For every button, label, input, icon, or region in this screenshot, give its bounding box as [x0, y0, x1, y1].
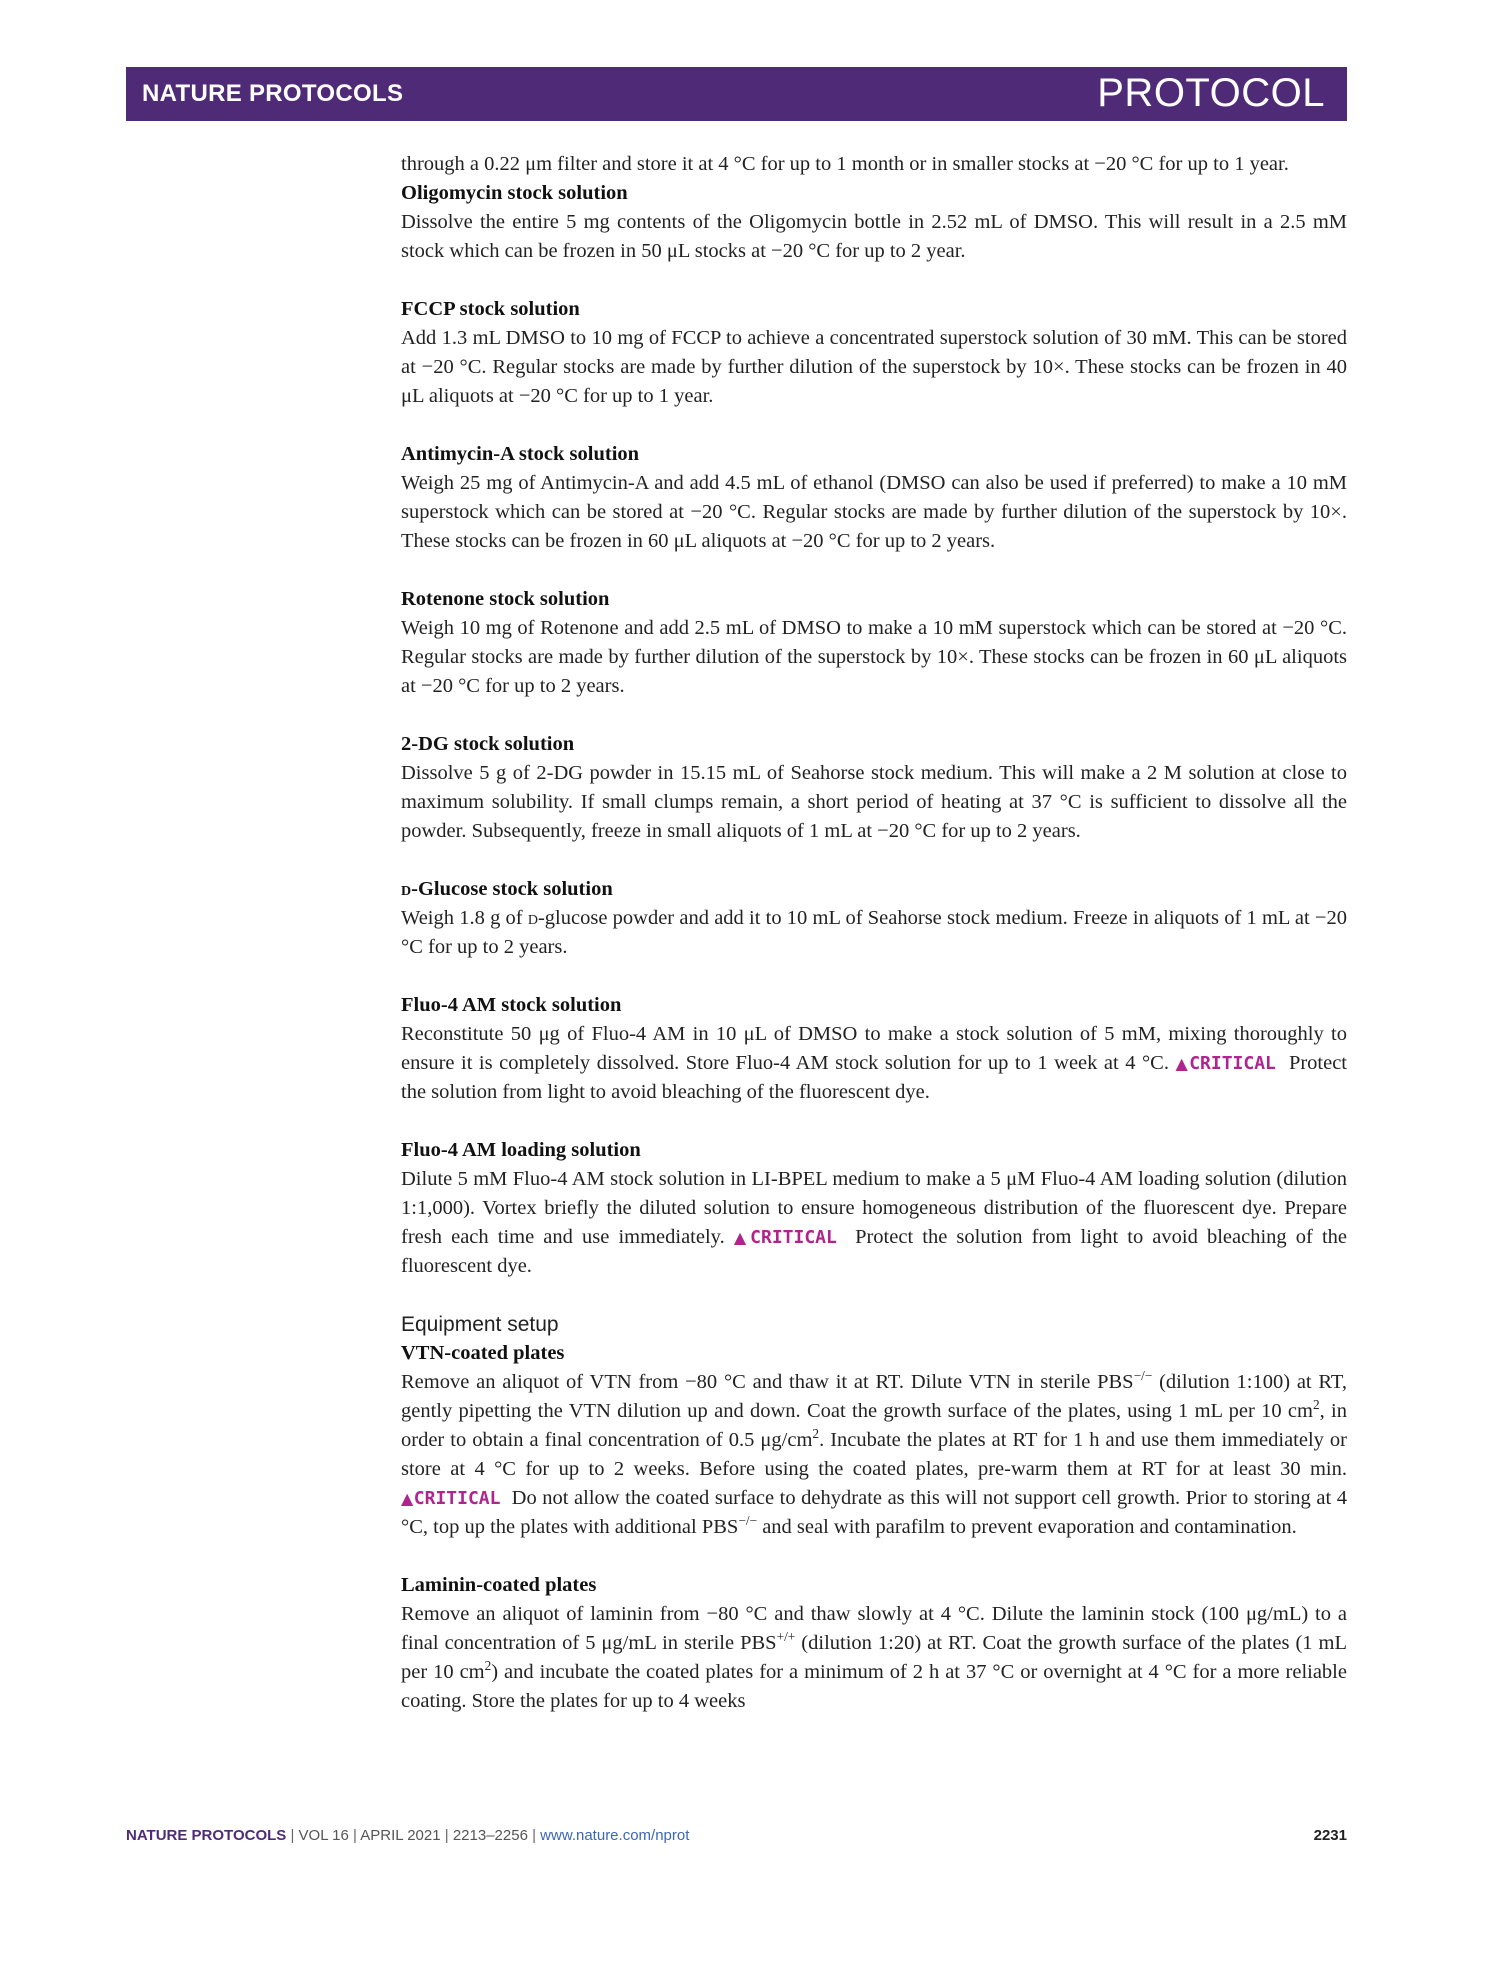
section-paragraph: Weigh 10 mg of Rotenone and add 2.5 mL of DMSO to make a 10 mM superstock which can be stored at −20 °C. Regular stocks are made by further dilution of the superstock by 10×. These stocks can be frozen in 60 μL aliquots at −20 °C for up to 2 years. [401, 617, 1347, 697]
warning-triangle-icon: ▲ [401, 1489, 414, 1508]
section-paragraph: Dissolve the entire 5 mg contents of the Oligomycin bottle in 2.52 mL of DMSO. This will result in a 2.5 mM stock which can be frozen in 50 μL stocks at −20 °C for up to 2 year. [401, 211, 1347, 262]
text-run: ) and incubate the coated plates for a minimum of 2 h at 37 °C or overnight at 4 °C for a more reliable coating. Store the plates for up to 4 weeks [401, 1661, 1347, 1712]
section-vtn-plates [401, 1339, 1347, 1542]
footer-journal-name: NATURE PROTOCOLS [126, 1827, 287, 1844]
small-caps-text: d [527, 907, 538, 929]
section-fluo4-stock [401, 991, 1347, 1107]
section-paragraph: Dissolve 5 g of 2-DG powder in 15.15 mL of Seahorse stock medium. This will make a 2 M solution at close to maximum solubility. If small clumps remain, a short period of heating at 37 °C is sufficient to dissolve all the powder. Subsequently, freeze in small aliquots of 1 mL at −20 °C for up to 2 years. [401, 762, 1347, 842]
article-body [401, 150, 1347, 1716]
section-heading: FCCP stock solution [401, 298, 580, 320]
superscript: 2 [812, 1426, 820, 1442]
footer-volume: VOL 16 [298, 1827, 349, 1844]
section-heading: VTN-coated plates [401, 1342, 565, 1364]
section-rotenone [401, 585, 1347, 701]
superscript: −/− [1133, 1368, 1153, 1384]
section-heading: 2-DG stock solution [401, 733, 575, 755]
text-run: Remove an aliquot of VTN from −80 °C and thaw it at RT. Dilute VTN in sterile PBS [401, 1371, 1134, 1393]
critical-marker [734, 1227, 837, 1248]
section-heading: Laminin-coated plates [401, 1574, 597, 1596]
section-heading: Rotenone stock solution [401, 588, 610, 610]
section-oligomycin [401, 179, 1347, 266]
critical-label: CRITICAL [750, 1227, 837, 1248]
critical-marker [401, 1488, 500, 1509]
heading-text: -Glucose stock solution [411, 878, 613, 900]
critical-marker [1176, 1053, 1276, 1074]
section-laminin-plates [401, 1571, 1347, 1716]
superscript: 2 [484, 1658, 492, 1674]
superscript: −/− [738, 1513, 758, 1529]
small-caps-prefix: d [401, 878, 412, 900]
text-run: Reconstitute 50 μg of Fluo-4 AM in 10 μL of DMSO to make a stock solution of 5 mM, mixing thoroughly to ensure it is completely dissolved. Store Fluo-4 AM stock solution for up to 1 week at 4 °C. [401, 1023, 1347, 1074]
text-run: , in order to obtain a final concentration of 0.5 μg/cm [401, 1400, 1347, 1451]
critical-note: Protect the solution from light to avoid bleaching of the fluorescent dye. [401, 1052, 1348, 1103]
journal-name: NATURE PROTOCOLS [142, 80, 404, 107]
footer-url-link[interactable]: www.nature.com/nprot [540, 1827, 690, 1844]
section-fccp [401, 295, 1347, 411]
text-run: (dilution 1:20) at RT. Coat the growth surface of the plates (1 mL per 10 cm [401, 1632, 1347, 1683]
text-run: Remove an aliquot of laminin from −80 °C and thaw slowly at 4 °C. Dilute the laminin stock (100 μg/mL) to a final concentration of 5 μg/mL in sterile PBS [401, 1603, 1347, 1654]
footer-separator: | [527, 1827, 541, 1844]
journal-header-bar [126, 67, 1347, 121]
section-paragraph [401, 1600, 1347, 1716]
page-footer [126, 1827, 1347, 1851]
section-heading: Fluo-4 AM loading solution [401, 1139, 641, 1161]
text-run: . Incubate the plates at RT for 1 h and use them immediately or store at 4 °C for up to 2 weeks. Before using the coated plates, pre-warm them at RT for at least 30 min. [401, 1429, 1347, 1480]
critical-note: Protect the solution from light to avoid bleaching of the fluorescent dye. [401, 1226, 1348, 1277]
text-run: and seal with parafilm to prevent evaporation and contamination. [757, 1516, 1297, 1538]
section-glucose [401, 875, 1347, 962]
critical-note: Do not allow the coated surface to dehydrate as this will not support cell growth. Prior to storing at 4 °C, top up the plates with additional PBS [401, 1487, 1347, 1538]
section-heading: Antimycin-A stock solution [401, 443, 640, 465]
footer-page-range: 2213–2256 [452, 1827, 528, 1844]
footer-separator: | [440, 1827, 453, 1844]
section-paragraph [401, 1020, 1347, 1107]
section-paragraph: Weigh 25 mg of Antimycin-A and add 4.5 mL of ethanol (DMSO can also be used if preferred) to make a 10 mM superstock which can be stored at −20 °C. Regular stocks are made by further dilution of the superstock by 10×. These stocks can be frozen in 60 μL aliquots at −20 °C for up to 2 years. [401, 472, 1347, 552]
intro-paragraph: through a 0.22 μm filter and store it at 4 °C for up to 1 month or in smaller stocks at −20 °C for up to 1 year. [401, 153, 1289, 175]
warning-triangle-icon: ▲ [733, 1228, 751, 1247]
section-2dg [401, 730, 1347, 846]
section-heading: Oligomycin stock solution [401, 182, 628, 204]
section-heading: Fluo-4 AM stock solution [401, 994, 622, 1016]
warning-triangle-icon: ▲ [1175, 1054, 1190, 1073]
section-paragraph [401, 1165, 1347, 1281]
critical-label: CRITICAL [1189, 1053, 1276, 1074]
section-paragraph [401, 904, 1347, 962]
section-heading [401, 875, 1347, 904]
page-number: 2231 [1313, 1827, 1347, 1844]
text-run: -glucose powder and add it to 10 mL of Seahorse stock medium. Freeze in aliquots of 1 mL at −20 °C for up to 2 years. [401, 907, 1347, 958]
superscript: 2 [1312, 1397, 1320, 1413]
footer-separator: | [286, 1827, 299, 1844]
equipment-setup-title: Equipment setup [401, 1313, 559, 1336]
superscript: +/+ [776, 1629, 796, 1645]
text-run: Weigh 1.8 g of [401, 907, 528, 929]
section-paragraph: Add 1.3 mL DMSO to 10 mg of FCCP to achieve a concentrated superstock solution of 30 mM. This can be stored at −20 °C. Regular stocks are made by further dilution of the superstock by 10×. These stocks can be frozen in 40 μL aliquots at −20 °C for up to 1 year. [401, 327, 1347, 407]
section-antimycin [401, 440, 1347, 556]
footer-date: APRIL 2021 [360, 1827, 441, 1844]
text-run: Dilute 5 mM Fluo-4 AM stock solution in LI-BPEL medium to make a 5 μM Fluo-4 AM loading solution (dilution 1:1,000). Vortex briefly the diluted solution to ensure homogeneous distribution of the fluorescent dye. Prepare fresh each time and use immediately. [401, 1168, 1347, 1248]
footer-separator: | [348, 1827, 361, 1844]
section-fluo4-loading [401, 1136, 1347, 1281]
section-paragraph [401, 1368, 1347, 1542]
critical-label: CRITICAL [413, 1488, 501, 1509]
text-run: (dilution 1:100) at RT, gently pipetting the VTN dilution up and down. Coat the growth surface of the plates, using 1 mL per 10 cm [401, 1371, 1347, 1422]
article-type-label: PROTOCOL [1097, 71, 1325, 115]
